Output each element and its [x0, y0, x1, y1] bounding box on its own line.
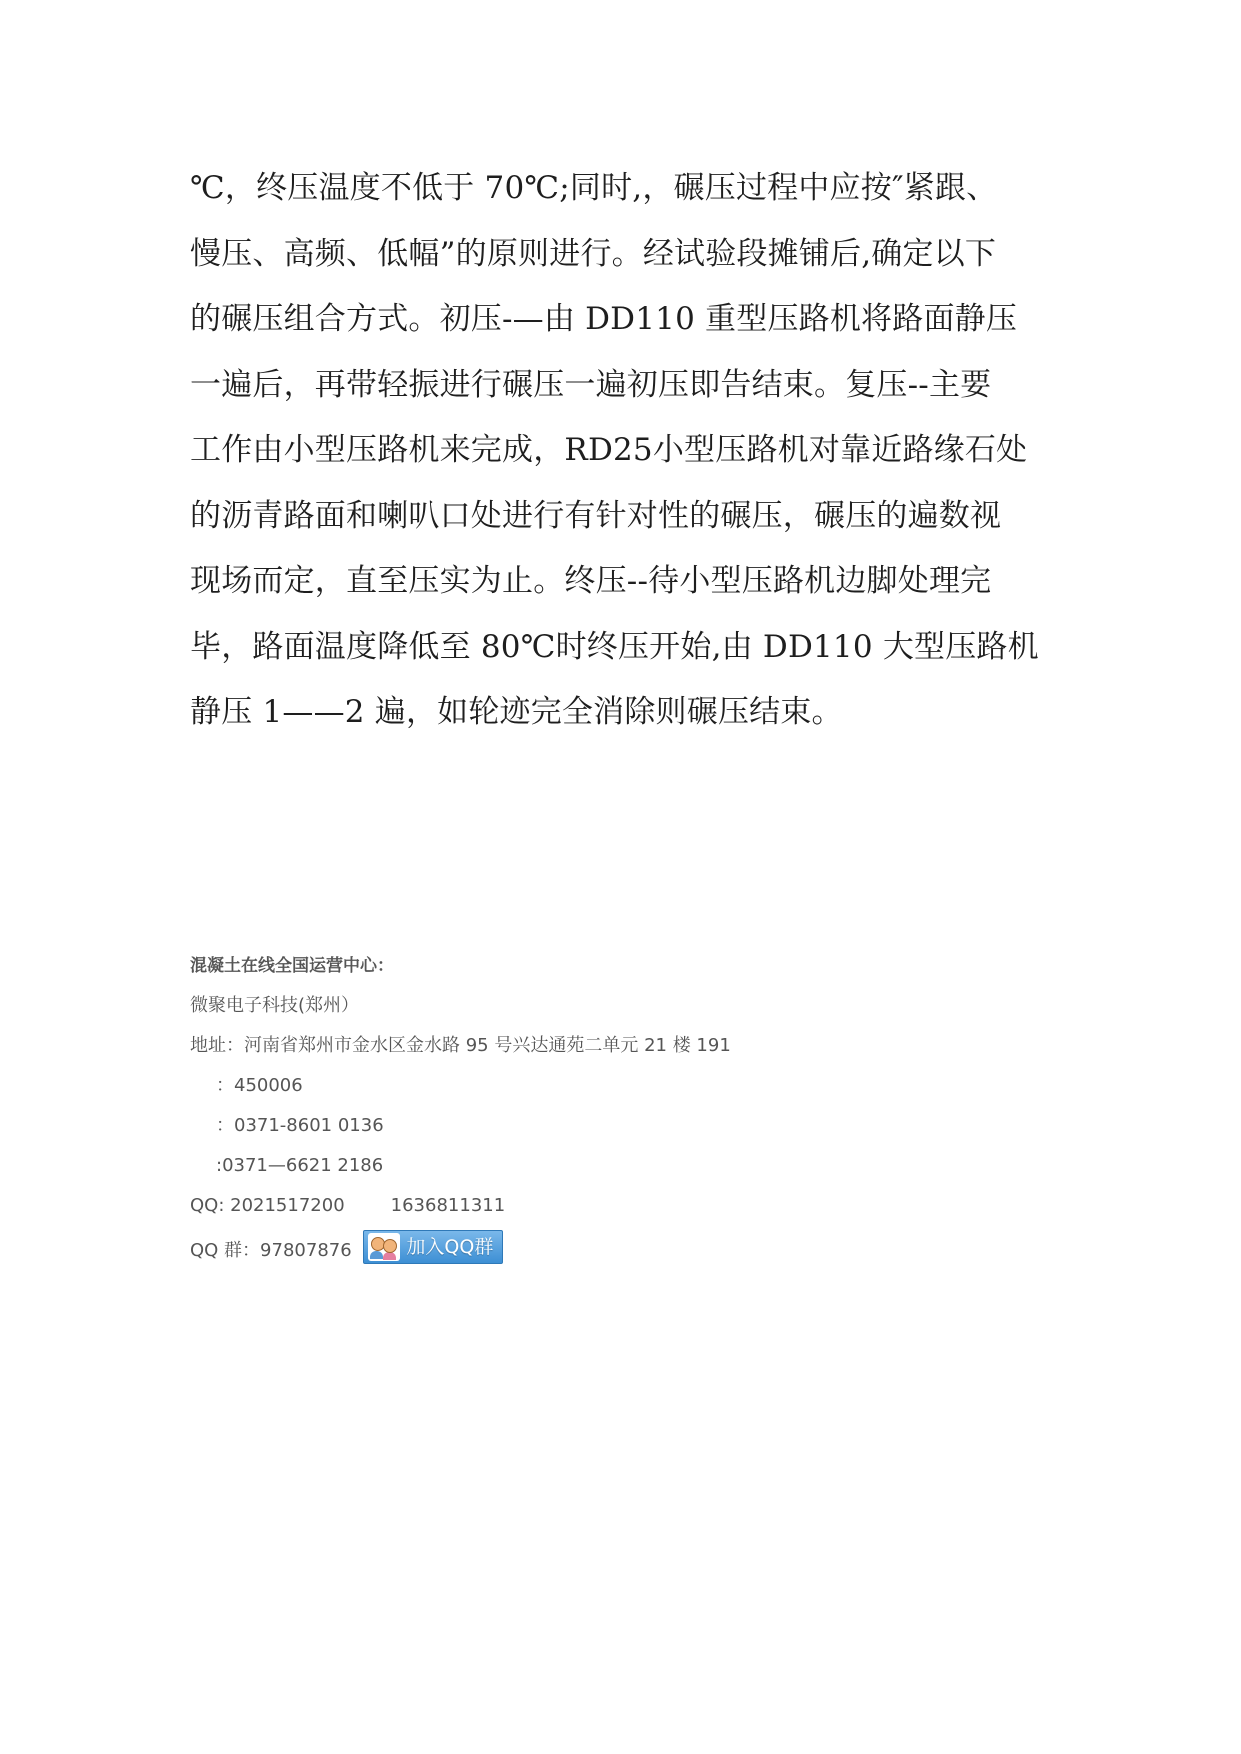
qq-number-primary: QQ: 2021517200	[190, 1195, 345, 1216]
qq-number-secondary: 1636811311	[390, 1195, 506, 1216]
paragraph-line: 一遍后，再带轻振进行碾压一遍初压即告结束。复压--主要	[190, 366, 992, 403]
qq-group-number: QQ 群：97807876	[190, 1240, 352, 1261]
body-paragraph	[190, 156, 1060, 746]
paragraph-line: 静压 1——2 遍，如轮迹完全消除则碾压结束。	[190, 694, 843, 730]
address: 地址：河南省郑州市金水区金水路 95 号兴达通苑二单元 21 楼 191	[190, 1035, 731, 1056]
fax-number: :0371—6621 2186	[216, 1155, 384, 1176]
paragraph-line: 现场而定，直至压实为止。终压--待小型压路机边脚处理完	[190, 563, 992, 599]
users-icon	[368, 1233, 400, 1261]
paragraph-line: 工作由小型压路机来完成，RD25小型压路机对靠近路缘石处	[190, 432, 1028, 468]
phone-number: ：0371-8601 0136	[216, 1115, 384, 1136]
paragraph-line: 慢压、高频、低幅”的原则进行。经试验段摊铺后,确定以下	[190, 235, 997, 272]
join-qq-group-button[interactable]	[363, 1230, 503, 1264]
paragraph-line: 毕，路面温度降低至 80℃时终压开始,由 DD110 大型压路机	[190, 628, 1039, 665]
paragraph-line: ℃，终压温度不低于 70℃;同时,，碾压过程中应按″紧跟、	[190, 170, 998, 206]
paragraph-line: 的沥青路面和喇叭口处进行有针对性的碾压，碾压的遍数视	[190, 497, 1002, 534]
paragraph-line: 的碾压组合方式。初压-—由 DD110 重型压路机将路面静压	[190, 301, 1018, 337]
contact-block	[190, 946, 890, 1274]
postcode: ：450006	[216, 1075, 303, 1096]
company-name: 微聚电子科技(郑州）	[190, 995, 360, 1016]
join-qq-group-label: 加入QQ群	[406, 1236, 494, 1258]
contact-heading: 混凝土在线全国运营中心：	[190, 956, 394, 976]
qq-numbers	[190, 1186, 890, 1226]
qq-group-row	[190, 1228, 890, 1274]
